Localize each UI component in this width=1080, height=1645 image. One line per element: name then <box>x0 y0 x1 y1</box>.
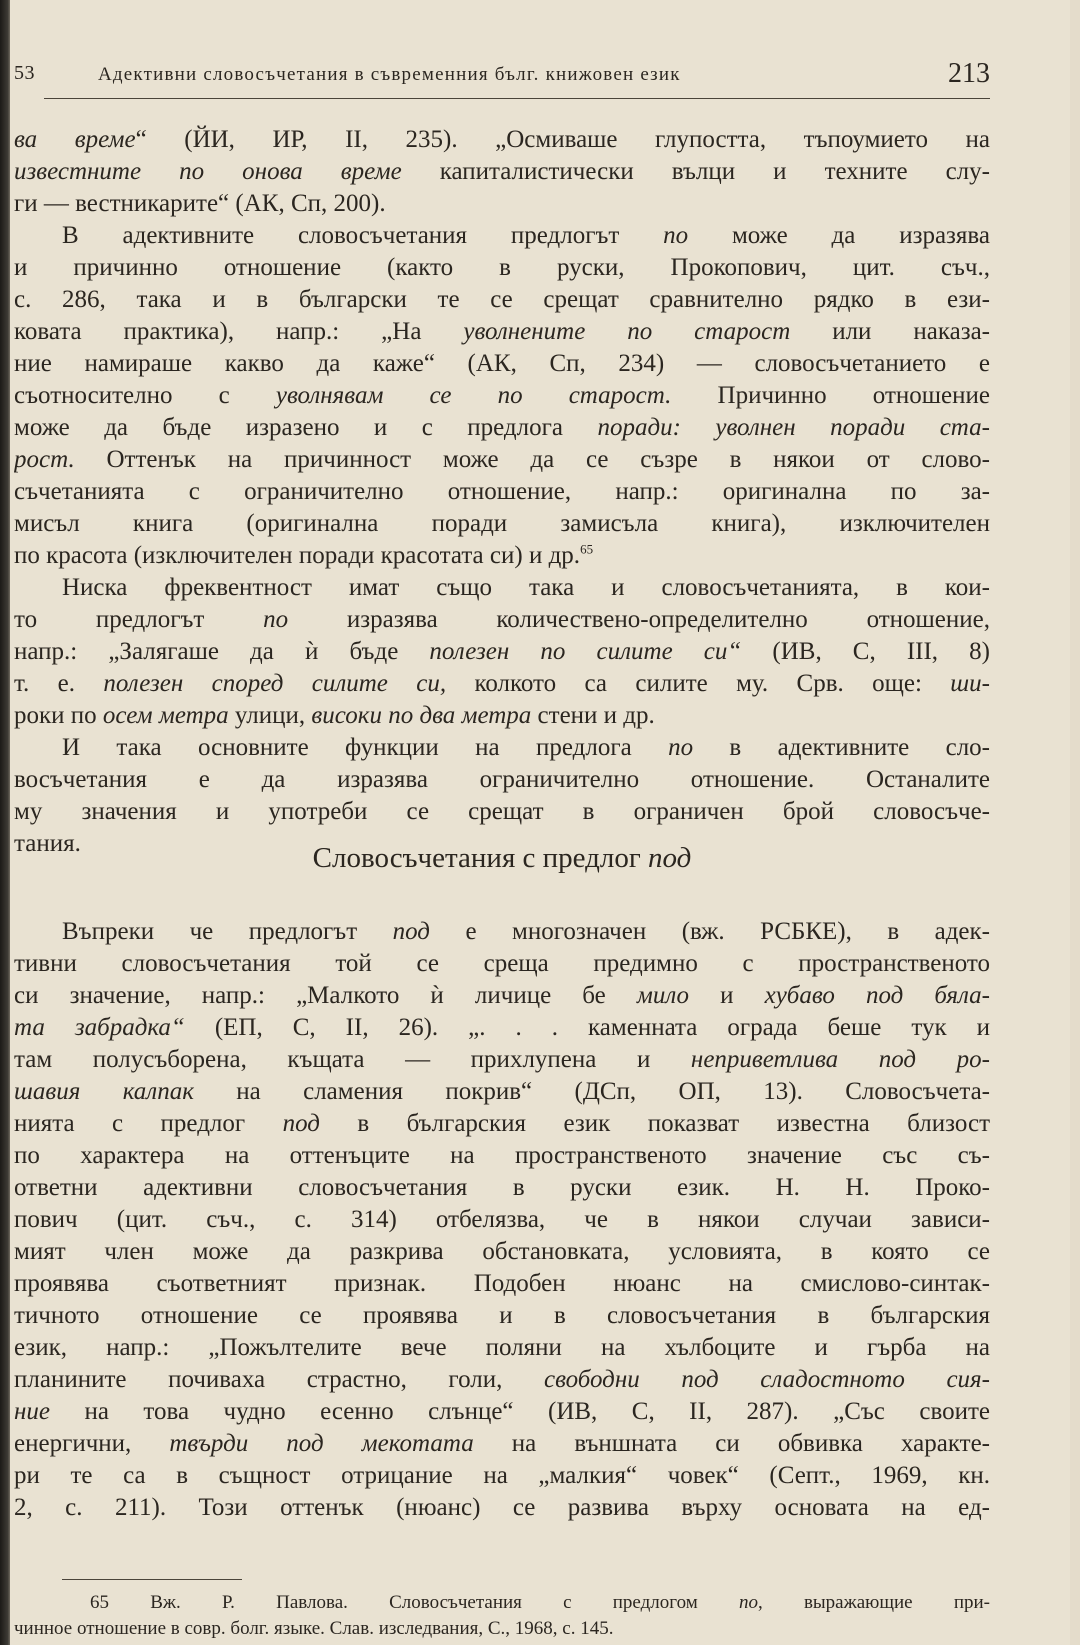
text-line: планините почиваха страстно, голи, свободни под сладостното сия- <box>14 1366 990 1393</box>
text-line: шавия калпак на сламения покрив“ (ДСп, ОП, 13). Словосъчета- <box>14 1078 990 1105</box>
section-pod-body <box>14 916 990 1524</box>
running-title: Адективни словосъчетания в съвременния бълг. книжовен език <box>98 64 681 85</box>
text-line: ние намираше какво да каже“ (АК, Сп, 234) — словосъчетанието е <box>14 350 990 377</box>
previous-page-number: 53 <box>14 62 35 84</box>
section-heading: Словосъчетания с предлог под <box>312 842 692 874</box>
text-line: език, напр.: „Пожълтелите вече поляни на хълбоците и гърба на <box>14 1334 990 1361</box>
text-line: мисъл книга (оригинална поради замисъла книга), изключителен <box>14 510 990 537</box>
text-line: и причинно отношение (както в руски, Прокопович, цит. съч., <box>14 254 990 281</box>
section-po-body <box>14 124 990 860</box>
footnote-rule <box>62 1579 242 1580</box>
text-line: ва време“ (ЙИ, ИР, II, 235). „Осмиваше глупостта, тъпоумието на <box>14 126 990 153</box>
text-line: И така основните функции на предлога по в адективните сло- <box>62 734 990 761</box>
text-line: тивни словосъчетания той се среща предимно с пространственото <box>14 950 990 977</box>
text-line: 2, с. 211). Този оттенък (нюанс) се развива върху основата на ед- <box>14 1494 990 1521</box>
text-line: известните по онова време капиталистически вълци и техните слу- <box>14 158 990 185</box>
text-line: ние на това чудно есенно слънце“ (ИВ, С, II, 287). „Със своите <box>14 1398 990 1425</box>
text-line: ответни адективни словосъчетания в руски език. Н. Н. Проко- <box>14 1174 990 1201</box>
text-line: рост. Оттенък на причинност може да се съзре в някои от слово- <box>14 446 990 473</box>
text-line: В адективните словосъчетания предлогът по може да изразява <box>62 222 990 249</box>
text-line: ковата практика), напр.: „На уволнените по старост или наказа- <box>14 318 990 345</box>
header-rule <box>44 98 990 99</box>
text-line: съотносително с уволнявам се по старост. Причинно отношение <box>14 382 990 409</box>
text-line: мият член може да разкрива обстановката, условията, в която се <box>14 1238 990 1265</box>
text-line: восъчетания е да изразява ограничително отношение. Останалите <box>14 766 990 793</box>
text-line: та забрадка“ (ЕП, С, II, 26). „. . . каменната ограда беше тук и <box>14 1014 990 1041</box>
text-line: там полусъборена, къщата — прихлупена и неприветлива под ро- <box>14 1046 990 1073</box>
footnote-line: 65 Вж. Р. Павлова. Словосъчетания с предлогом по, выражающие при- <box>90 1592 990 1613</box>
footnote <box>14 1590 990 1642</box>
text-line: тания. <box>14 830 81 857</box>
text-line: може да бъде изразено и с предлога поради: уволнен поради ста- <box>14 414 990 441</box>
text-line: пович (цит. съч., с. 314) отбелязва, че в някои случаи зависи- <box>14 1206 990 1233</box>
text-line: то предлогът по изразява количествено-определително отношение, <box>14 606 990 633</box>
text-line: му значения и употреби се срещат в ограничен брой словосъче- <box>14 798 990 825</box>
text-line: проявява съответният признак. Подобен нюанс на смислово-синтак- <box>14 1270 990 1297</box>
text-line: по характера на оттенъците на пространственото значение със съ- <box>14 1142 990 1169</box>
text-line: си значение, напр.: „Малкото ѝ личице бе мило и хубаво под бяла- <box>14 982 990 1009</box>
text-line: Въпреки че предлогът под е многозначен (вж. РСБКЕ), в адек- <box>62 918 990 945</box>
text-line: с. 286, така и в български те се срещат сравнително рядко в ези- <box>14 286 990 313</box>
text-line: тичното отношение се проявява и в словосъчетания в българския <box>14 1302 990 1329</box>
text-line: напр.: „Залягаше да ѝ бъде полезен по силите си“ (ИВ, С, III, 8) <box>14 638 990 665</box>
text-line: ри те са в същност отрицание на „малкия“ човек“ (Септ., 1969, кн. <box>14 1462 990 1489</box>
text-line: енергични, твърди под мекотата на външната си обвивка характе- <box>14 1430 990 1457</box>
footnote-line: чинное отношение в совр. болг. языке. Слав. изследвания, С., 1968, с. 145. <box>14 1618 614 1639</box>
footnote-marker: 65 <box>580 541 594 557</box>
page-number: 213 <box>948 58 990 89</box>
text-line: т. е. полезен според силите си, колкото са силите му. Срв. още: ши- <box>14 670 990 697</box>
text-line: нията с предлог под в българския език показват известна близост <box>14 1110 990 1137</box>
text-line: съчетанията с ограничително отношение, напр.: оригинална по за- <box>14 478 990 505</box>
text-line: ги — вестникарите“ (АК, Сп, 200). <box>14 190 386 217</box>
text-line: роки по осем метра улици, високи по два метра стени и др. <box>14 702 655 729</box>
text-line: Ниска фреквентност имат също така и словосъчетанията, в кои- <box>62 574 990 601</box>
text-line: по красота (изключителен поради красотата си) и др.$^{65}$ <box>14 541 594 569</box>
running-header <box>14 58 990 94</box>
